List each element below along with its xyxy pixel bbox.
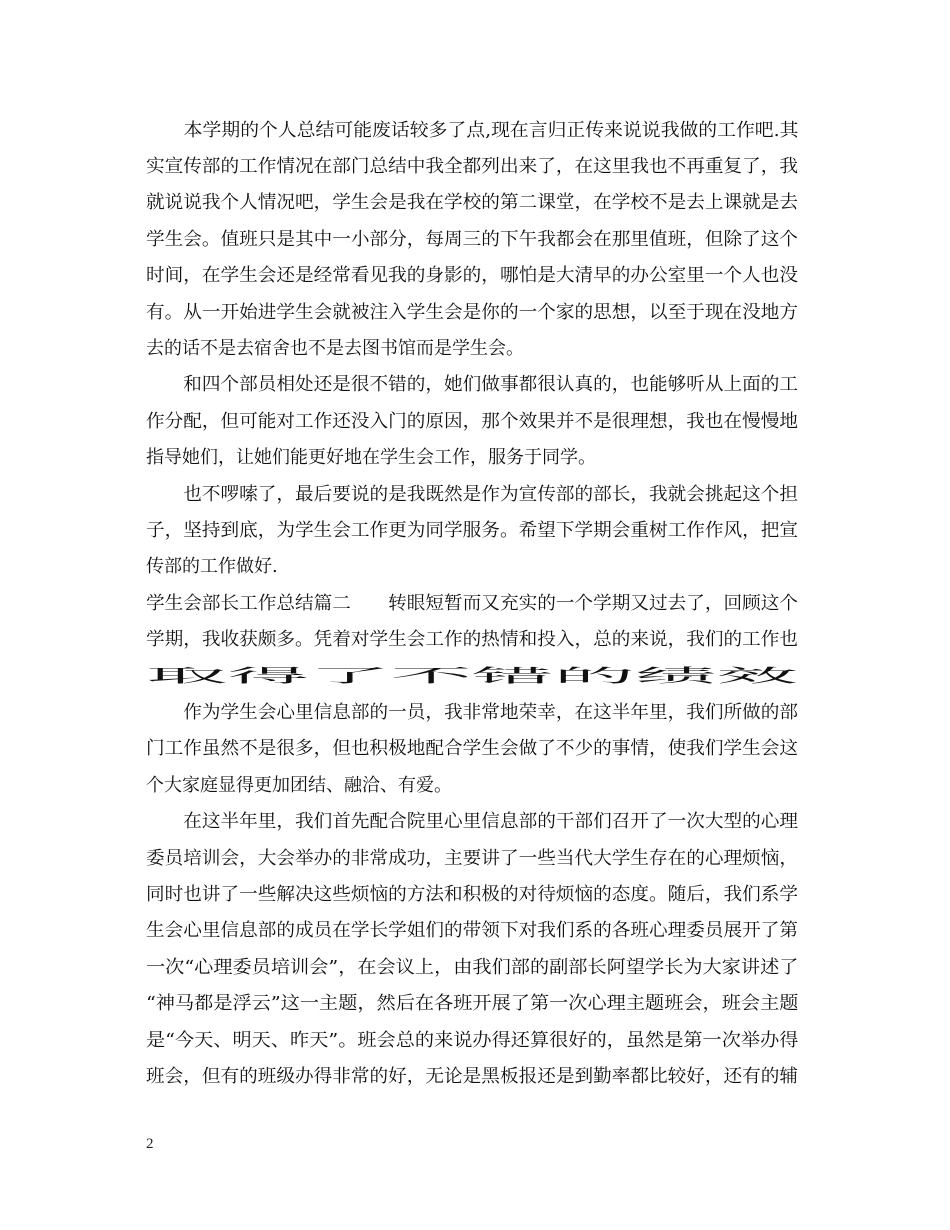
text-line: 一次“心理委员培训会”，在会议上，由我们部的副部长阿望学长为大家讲述了 [146,957,799,978]
text-line: 也不啰嗦了，最后要说的是我既然是作为宣传部的部长，我就会挑起这个担 [146,484,799,505]
text-line: 和四个部员相处还是很不错的，她们做事都很认真的，也能够听从上面的工 [146,374,799,395]
text-line: 指导她们，让她们能更好地在学生会工作，服务于同学。 [146,447,596,468]
text-line: 子，坚持到底，为学生会工作更为同学服务。希望下学期会重树工作作风，把宣 [146,520,799,541]
text-line: 学生会。值班只是其中一小部分，每周三的下午我都会在那里值班，但除了这个 [146,229,799,250]
text-line: 个大家庭显得更加团结、融洽、有爱。 [146,775,452,796]
text-line: 是“今天、明天、昨天”。班会总的来说办得还算很好的，虽然是第一次举办得 [146,1030,799,1051]
text-line: 实宣传部的工作情况在部门总结中我全都列出来了，在这里我也不再重复了，我 [146,156,799,177]
text-line: 班会，但有的班级办得非常的好，无论是黑板报还是到勤率都比较好，还有的辅 [146,1066,799,1087]
text-line: “神马都是浮云”这一主题，然后在各班开展了第一次心理主题班会，班会主题 [146,993,799,1014]
text-line: 同时也讲了一些解决这些烦恼的方法和积极的对待烦恼的态度。随后，我们系学 [146,884,799,905]
section-heading-line: 学生会部长工作总结篇二 转眼短暂而又充实的一个学期又过去了，回顾这个 [146,593,799,614]
text-line: 传部的工作做好. [146,556,278,577]
text-line: 作分配，但可能对工作还没入门的原因，那个效果并不是很理想，我也在慢慢地 [146,411,799,432]
text-line: 有。从一开始进学生会就被注入学生会是你的一个家的思想，以至于现在没地方 [146,302,799,323]
text-line: 去的话不是去宿舍也不是去图书馆而是学生会。 [146,338,524,359]
text-line: 时间，在学生会还是经常看见我的身影的，哪怕是大清早的办公室里一个人也没 [146,265,799,286]
text-line: 作为学生会心里信息部的一员，我非常地荣幸，在这半年里，我们所做的部 [146,702,799,723]
text-line: 就说说我个人情况吧，学生会是我在学校的第二课堂，在学校不是去上课就是去 [146,192,799,213]
text-line: 本学期的个人总结可能废话较多了点,现在言归正传来说说我做的工作吧.其 [146,120,799,141]
page-number: 2 [146,1136,154,1152]
text-line: 门工作虽然不是很多，但也积极地配合学生会做了不少的事情，使我们学生会这 [146,738,799,759]
text-line: 学期，我收获颇多。凭着对学生会工作的热情和投入，总的来说，我们的工作也 [146,629,799,650]
text-line: 在这半年里，我们首先配合院里心里信息部的干部们召开了一次大型的心理 [146,811,799,832]
text-line: 委员培训会，大会举办的非常成功，主要讲了一些当代大学生存在的心理烦恼， [146,848,799,869]
text-line: 生会心里信息部的成员在学长学姐们的带领下对我们系的各班心理委员展开了第 [146,920,799,941]
text-line: 取得了不错的绩效 [146,666,798,687]
